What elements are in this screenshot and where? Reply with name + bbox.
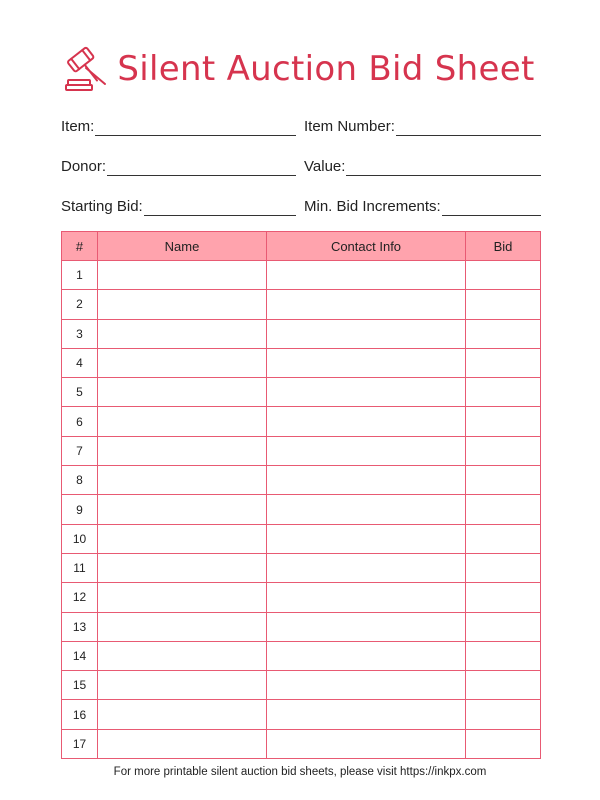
name-cell[interactable] [98,583,267,612]
contact-info-cell[interactable] [267,261,466,290]
name-cell[interactable] [98,612,267,641]
name-cell[interactable] [98,348,267,377]
footer-note: For more printable silent auction bid sheets, please visit https://inkpx.com [113,766,487,778]
row-number: 4 [62,348,98,377]
bid-cell[interactable] [466,348,541,377]
bid-rows [62,261,541,759]
column-header-bid: Bid [466,232,541,261]
contact-info-cell[interactable] [267,466,466,495]
bid-cell[interactable] [466,495,541,524]
field-row-item [61,114,541,154]
table-row [62,290,541,319]
donor-input-line[interactable] [107,159,296,176]
table-row [62,466,541,495]
table-row [62,407,541,436]
item-field [61,114,296,136]
contact-info-cell[interactable] [267,671,466,700]
min-bid-increments-input-line[interactable] [442,199,541,216]
bid-cell[interactable] [466,524,541,553]
contact-info-cell[interactable] [267,436,466,465]
donor-label: Donor: [61,158,107,175]
contact-info-cell[interactable] [267,290,466,319]
table-row [62,671,541,700]
name-cell[interactable] [98,700,267,729]
row-number: 12 [62,583,98,612]
contact-info-cell[interactable] [267,495,466,524]
bid-cell[interactable] [466,553,541,582]
item-number-field [304,114,541,136]
name-cell[interactable] [98,671,267,700]
row-number: 8 [62,466,98,495]
row-number: 1 [62,261,98,290]
bid-cell[interactable] [466,378,541,407]
row-number: 13 [62,612,98,641]
name-cell[interactable] [98,466,267,495]
item-number-input-line[interactable] [396,119,541,136]
row-number: 7 [62,436,98,465]
contact-info-cell[interactable] [267,407,466,436]
item-input-line[interactable] [95,119,296,136]
row-number: 5 [62,378,98,407]
row-number: 17 [62,729,98,758]
contact-info-cell[interactable] [267,553,466,582]
contact-info-cell[interactable] [267,700,466,729]
row-number: 16 [62,700,98,729]
bid-cell[interactable] [466,612,541,641]
contact-info-cell[interactable] [267,641,466,670]
column-header-name: Name [98,232,267,261]
row-number: 3 [62,319,98,348]
page-title: Silent Auction Bid Sheet [117,49,535,89]
bid-cell[interactable] [466,407,541,436]
contact-info-cell[interactable] [267,319,466,348]
row-number: 14 [62,641,98,670]
bid-cell[interactable] [466,290,541,319]
name-cell[interactable] [98,319,267,348]
name-cell[interactable] [98,290,267,319]
bid-cell[interactable] [466,729,541,758]
name-cell[interactable] [98,407,267,436]
table-row [62,319,541,348]
table-row [62,261,541,290]
table-row [62,612,541,641]
table-row [62,348,541,377]
min-bid-increments-label: Min. Bid Increments: [304,198,441,215]
gavel-icon [65,44,109,94]
row-number: 15 [62,671,98,700]
contact-info-cell[interactable] [267,348,466,377]
table-row [62,583,541,612]
table-row [62,436,541,465]
name-cell[interactable] [98,495,267,524]
item-number-label: Item Number: [304,118,395,135]
row-number: 10 [62,524,98,553]
item-label: Item: [61,118,95,135]
bid-cell[interactable] [466,261,541,290]
row-number: 6 [62,407,98,436]
contact-info-cell[interactable] [267,583,466,612]
donor-field [61,154,296,176]
contact-info-cell[interactable] [267,729,466,758]
table-row [62,700,541,729]
name-cell[interactable] [98,553,267,582]
table-row [62,378,541,407]
table-row [62,524,541,553]
name-cell[interactable] [98,729,267,758]
contact-info-cell[interactable] [267,524,466,553]
bid-table [61,231,541,759]
name-cell[interactable] [98,524,267,553]
starting-bid-field [61,194,296,216]
field-row-donor [61,154,541,194]
bid-cell[interactable] [466,583,541,612]
bid-cell[interactable] [466,436,541,465]
bid-cell[interactable] [466,700,541,729]
table-row [62,553,541,582]
contact-info-cell[interactable] [267,378,466,407]
contact-info-cell[interactable] [267,612,466,641]
value-label: Value: [304,158,346,175]
bid-cell[interactable] [466,671,541,700]
table-row [62,495,541,524]
item-details-form [61,114,541,234]
value-input-line[interactable] [346,159,541,176]
bid-cell[interactable] [466,466,541,495]
column-header-contact-info: Contact Info [267,232,466,261]
name-cell[interactable] [98,436,267,465]
min-bid-increments-field [304,194,541,216]
starting-bid-input-line[interactable] [144,199,296,216]
field-row-bid [61,194,541,234]
name-cell[interactable] [98,378,267,407]
page-header [0,38,600,100]
value-field [304,154,541,176]
name-cell[interactable] [98,641,267,670]
name-cell[interactable] [98,261,267,290]
row-number: 2 [62,290,98,319]
table-row [62,641,541,670]
row-number: 9 [62,495,98,524]
bid-cell[interactable] [466,319,541,348]
row-number: 11 [62,553,98,582]
column-header-number: # [62,232,98,261]
starting-bid-label: Starting Bid: [61,198,143,215]
bid-cell[interactable] [466,641,541,670]
table-row [62,729,541,758]
table-header-row [62,232,541,261]
